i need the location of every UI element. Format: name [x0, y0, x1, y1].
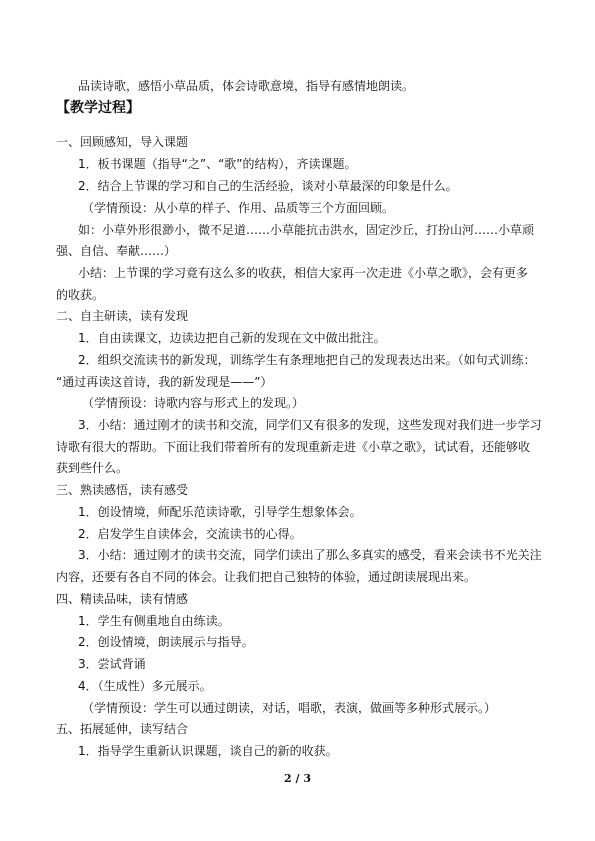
- text-line: 1．创设情境，师配乐范读诗歌，引导学生想象体会。: [78, 505, 362, 519]
- section-title-1: 一、回顾感知，导入课题: [56, 135, 189, 149]
- text-line: 小结：上节课的学习竟有这么多的收获，相信大家再一次走进《小草之歌》，会有更多: [78, 266, 529, 280]
- text-line: 的收获。: [56, 288, 105, 302]
- section-heading: 【教学过程】: [56, 100, 140, 116]
- text-line: 2．启发学生自读体会，交流读书的心得。: [78, 527, 302, 541]
- text-line: 如：小草外形很渺小，微不足道……小草能抗击洪水，固定沙丘，打扮山河……小草顽: [78, 223, 535, 237]
- page-number: 2 / 3: [284, 772, 311, 785]
- text-line: 内容，还要有各自不同的体会。让我们把自己独特的体验，通过朗读展现出来。: [56, 570, 477, 584]
- text-line: 1．指导学生重新认识课题，谈自己的新的收获。: [78, 744, 338, 758]
- text-line: 3．小结：通过刚才的读书交流，同学们读出了那么多真实的感受，看来会读书不光关注: [78, 548, 542, 562]
- text-line: 3．尝试背诵: [78, 657, 146, 671]
- text-line: 诗歌有很大的帮助。下面让我们带着所有的发现重新走进《小草之歌》，试试看，还能够收: [56, 440, 531, 454]
- intro-line: 品读诗歌，感悟小草品质，体会诗歌意境，指导有感情地朗读。: [78, 79, 415, 93]
- text-line: 1．板书课题（指导“之”、“歌”的结构），齐读课题。: [78, 157, 357, 171]
- text-line: “通过再读这首诗，我的新发现是——”）: [56, 375, 273, 389]
- text-line: （学情预设：从小草的样子、作用、品质等三个方面回顾。: [82, 201, 395, 215]
- text-line: 3．小结：通过刚才的读书和交流，同学们又有很多的发现，这些发现对我们进一步学习: [78, 418, 542, 432]
- text-line: 2．创设情境，朗读展示与指导。: [78, 635, 254, 649]
- section-title-2: 二、自主研读，读有发现: [56, 309, 189, 323]
- section-title-5: 五、拓展延伸，读写结合: [56, 722, 189, 736]
- section-title-4: 四、精读品味，读有情感: [56, 592, 189, 606]
- text-line: 1．学生有侧重地自由练读。: [78, 614, 230, 628]
- text-line: 1．自由读课文，边读边把自己新的发现在文中做出批注。: [78, 331, 386, 345]
- text-line: （学情预设：学生可以通过朗读，对话，唱歌，表演，做画等多种形式展示。）: [82, 701, 497, 715]
- text-line: 获到些什么。: [56, 461, 129, 475]
- text-line: 2．结合上节课的学习和自己的生活经验，谈对小草最深的印象是什么。: [78, 179, 458, 193]
- text-line: 2．组织交流读书的新发现，训练学生有条理地把自己的发现表达出来。（如句式训练：: [78, 353, 536, 367]
- section-title-3: 三、熟读感悟，读有感受: [56, 483, 189, 497]
- text-line: 4．（生成性）多元展示。: [78, 679, 212, 693]
- text-line: （学情预设：诗歌内容与形式上的发现。）: [82, 396, 305, 410]
- text-line: 强、自信、奉献……）: [56, 244, 177, 258]
